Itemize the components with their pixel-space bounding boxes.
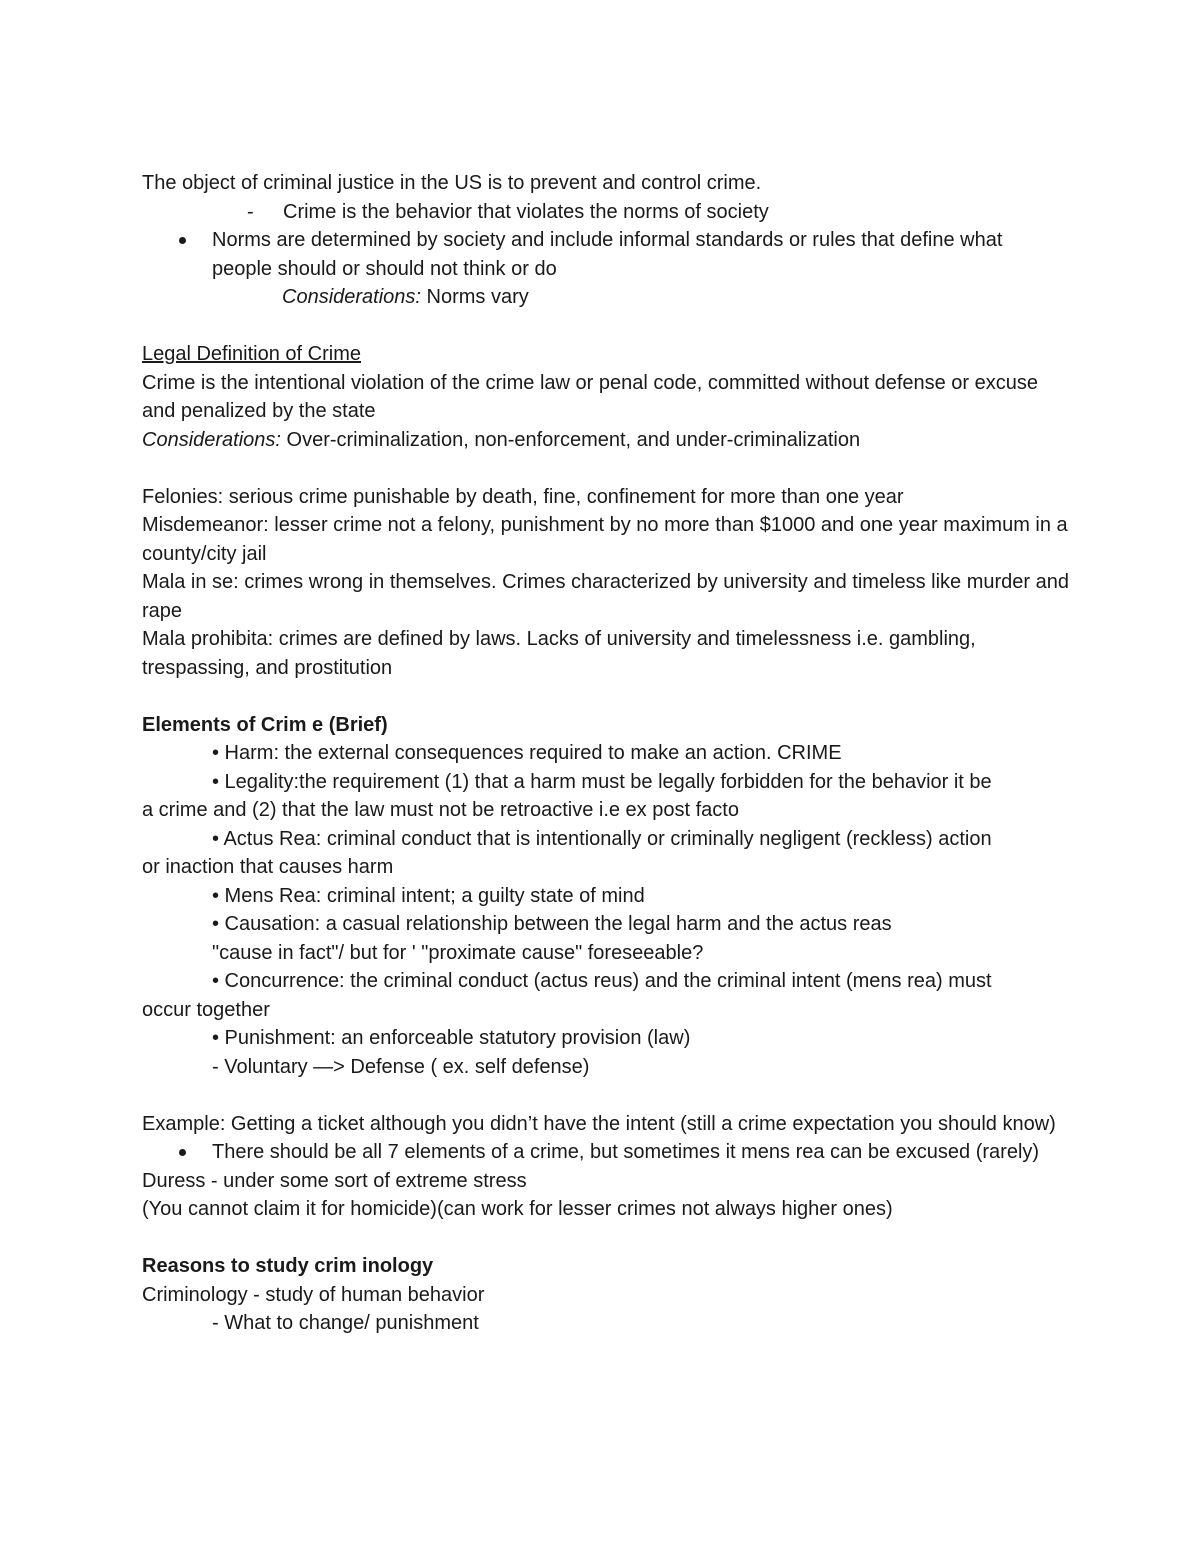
bullet-text: Norms are determined by society and include informal standards or rules that define what people should or should not think or do <box>212 229 1003 280</box>
bullet-dot-icon <box>179 1149 186 1156</box>
considerations-line <box>142 283 1072 312</box>
felonies-definition: Felonies: serious crime punishable by death, fine, confinement for more than one year <box>142 485 904 508</box>
element-causation-note: "cause in fact"/ but for ' "proximate cause" foreseeable? <box>212 941 704 964</box>
element-legality-cont: a crime and (2) that the law must not be retroactive i.e ex post facto <box>142 799 739 821</box>
element-legality: • Legality:the requirement (1) that a harm must be legally forbidden for the behavior it be <box>212 770 992 793</box>
element-harm: • Harm: the external consequences required to make an action. CRIME <box>212 742 842 764</box>
duress-definition: Duress - under some sort of extreme stress <box>142 1169 527 1192</box>
legal-considerations-label: Considerations: <box>142 428 281 451</box>
bullet-list-item <box>142 226 1042 283</box>
dash-list-item <box>142 198 1072 227</box>
element-causation: • Causation: a casual relationship between the legal harm and the actus reas <box>212 913 892 935</box>
duress-note: (You cannot claim it for homicide)(can work for lesser crimes not always higher ones) <box>142 1198 893 1220</box>
reasons-heading: Reasons to study crim inology <box>142 1255 434 1277</box>
elements-heading: Elements of Crim e (Brief) <box>142 713 388 736</box>
dash-list-text: Crime is the behavior that violates the norms of society <box>283 200 769 223</box>
spacer <box>142 312 1072 341</box>
spacer <box>142 1081 1072 1110</box>
considerations-text: Norms vary <box>420 286 529 308</box>
element-concurrence-cont: occur together <box>142 998 270 1021</box>
document-page <box>142 169 1072 1338</box>
legal-definition-text: Crime is the intentional violation of the crime law or penal code, committed without defense or excuse and penalized by the state <box>142 371 1039 422</box>
mala-prohibita-definition: Mala prohibita: crimes are defined by laws. Lacks of university and timelessness i.e. gambling, trespassing, and prostitution <box>142 628 976 679</box>
element-actus-rea-cont: or inaction that causes harm <box>142 856 394 878</box>
bullet-text: There should be all 7 elements of a crime, but sometimes it mens rea can be excused (rarely) <box>212 1141 1040 1163</box>
element-voluntary: - Voluntary —> Defense ( ex. self defense) <box>212 1055 590 1078</box>
misdemeanor-definition: Misdemeanor: lesser crime not a felony, punishment by no more than $1000 and one year maximum in a county/city jail <box>142 514 1068 565</box>
element-punishment: • Punishment: an enforceable statutory provision (law) <box>212 1027 691 1049</box>
bullet-dot-icon <box>179 237 186 244</box>
dash-marker: - <box>247 200 254 223</box>
intro-line: The object of criminal justice in the US is to prevent and control crime. <box>142 172 762 194</box>
element-concurrence: • Concurrence: the criminal conduct (actus reus) and the criminal intent (mens rea) must <box>212 970 992 992</box>
element-mens-rea: • Mens Rea: criminal intent; a guilty state of mind <box>212 884 645 907</box>
considerations-label: Considerations: <box>282 286 421 308</box>
reasons-line: Criminology - study of human behavior <box>142 1283 485 1306</box>
bullet-list-item <box>142 1138 1042 1167</box>
spacer <box>142 1224 1072 1253</box>
element-actus-rea: • Actus Rea: criminal conduct that is intentionally or criminally negligent (reckless) action <box>212 827 992 850</box>
example-text: Example: Getting a ticket although you didn’t have the intent (still a crime expectation you should know) <box>142 1112 1056 1135</box>
reasons-subitem: - What to change/ punishment <box>212 1312 479 1334</box>
legal-considerations-line <box>142 426 1072 455</box>
legal-considerations-text: Over-criminalization, non-enforcement, and under-criminalization <box>280 428 861 451</box>
spacer <box>142 454 1072 483</box>
legal-definition-heading: Legal Definition of Crime <box>142 343 361 365</box>
spacer <box>142 682 1072 711</box>
mala-in-se-definition: Mala in se: crimes wrong in themselves. Crimes characterized by university and timeless like murder and rape <box>142 571 1070 622</box>
